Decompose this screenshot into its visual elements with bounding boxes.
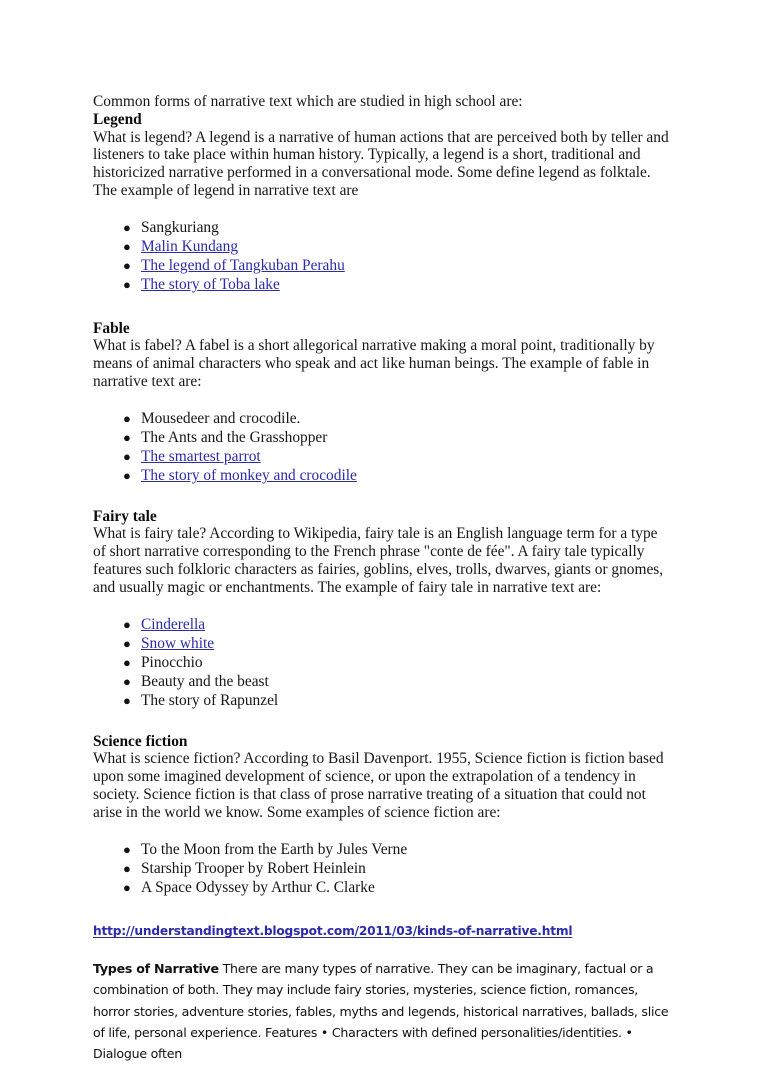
list-item	[93, 218, 673, 237]
spacer	[93, 897, 673, 922]
section-body-fable: What is fabel? A fabel is a short allegorical narrative making a moral point, traditionally by means of animal characters who speak and act like human beings. The example of fable in narrative text are:	[93, 337, 655, 390]
list-item-label: The story of Rapunzel	[141, 692, 279, 710]
bullet-icon: ●	[123, 654, 131, 670]
bullet-icon: ●	[123, 277, 131, 293]
list-item	[93, 672, 673, 691]
list-item	[93, 256, 673, 275]
section-fable	[93, 320, 673, 486]
section-heading-fairy-tale: Fairy tale	[93, 507, 157, 525]
intro-paragraph: Common forms of narrative text which are studied in high school are:	[93, 93, 523, 110]
spacer	[93, 391, 673, 409]
list-item	[93, 409, 673, 428]
list-item	[93, 878, 673, 897]
bullet-icon: ●	[123, 429, 131, 445]
list-item-label: Sangkuriang	[141, 218, 219, 236]
source-url-link[interactable]: http://understandingtext.blogspot.com/2011/03/kinds-of-narrative.html	[93, 924, 573, 939]
spacer	[93, 486, 673, 508]
source-url-row	[93, 922, 673, 940]
spacer	[93, 711, 673, 733]
list-fable	[93, 409, 673, 486]
spacer	[93, 597, 673, 615]
bullet-icon: ●	[123, 258, 131, 274]
section-heading-legend: Legend	[93, 110, 142, 128]
list-item-label: Beauty and the beast	[141, 673, 269, 691]
list-item-label: Mousedeer and crocodile.	[141, 409, 301, 427]
section-science-fiction	[93, 733, 673, 898]
section-body-fairy-tale: What is fairy tale? According to Wikipedia, fairy tale is an English language term for a type of short narrative corresponding to the French phrase "conte de fée". A fairy tale typically features such folkloric characters as fairies, goblins, elves, trolls, dwarves, giants or gnomes, and usually magic or enchantments. The example of fairy tale in narrative text are:	[93, 525, 664, 596]
list-item-link[interactable]: The smartest parrot	[141, 448, 261, 466]
section-body-legend: What is legend? A legend is a narrative of human actions that are perceived both by teller and listeners to take place within human history. Typically, a legend is a short, traditional and historicized narrative performed in a conversational mode. Some define legend as folktale. The example of legend in narrative text are	[93, 128, 669, 199]
list-item	[93, 447, 673, 466]
list-item	[93, 691, 673, 710]
bullet-icon: ●	[123, 468, 131, 484]
list-item	[93, 840, 673, 859]
list-item	[93, 237, 673, 256]
bullet-icon: ●	[123, 219, 131, 235]
list-item	[93, 275, 673, 294]
spacer	[93, 295, 673, 320]
bullet-icon: ●	[123, 238, 131, 254]
spacer	[93, 200, 673, 218]
list-item-label: A Space Odyssey by Arthur C. Clarke	[141, 878, 375, 896]
list-legend	[93, 218, 673, 295]
list-item-link[interactable]: Cinderella	[141, 615, 206, 633]
section-heading-fable: Fable	[93, 319, 130, 337]
spacer	[93, 822, 673, 840]
list-item-label: Starship Trooper by Robert Heinlein	[141, 859, 366, 877]
list-science-fiction	[93, 840, 673, 898]
bullet-icon: ●	[123, 674, 131, 690]
types-of-narrative-paragraph	[93, 958, 671, 1064]
section-body-science-fiction: What is science fiction? According to Basil Davenport. 1955, Science fiction is fiction based upon some imagined development of science, or upon the extrapolation of a tendency in society. Science fiction is that class of prose narrative treating of a situation that could not arise in the world we know. Some examples of science fiction are:	[93, 750, 664, 821]
section-heading-science-fiction: Science fiction	[93, 732, 188, 750]
bullet-icon: ●	[123, 635, 131, 651]
bullet-icon: ●	[123, 879, 131, 895]
section-fairy-tale	[93, 508, 673, 711]
types-of-narrative-text: There are many types of narrative. They can be imaginary, factual or a combination of both. They may include fairy stories, mysteries, science fiction, romances, horror stories, adventure stories, fables, myths and legends, historical narratives, ballads, slice of life, personal experience. Features • Characters with defined personalities/identities. • Dialogue often	[93, 961, 669, 1062]
bullet-icon: ●	[123, 616, 131, 632]
list-item-label: Pinocchio	[141, 653, 203, 671]
list-item-link[interactable]: The story of Toba lake	[141, 276, 280, 294]
bullet-icon: ●	[123, 410, 131, 426]
list-item	[93, 653, 673, 672]
list-item	[93, 615, 673, 634]
list-item	[93, 466, 673, 485]
list-item	[93, 428, 673, 447]
bullet-icon: ●	[123, 693, 131, 709]
bullet-icon: ●	[123, 860, 131, 876]
bullet-icon: ●	[123, 449, 131, 465]
list-item-link[interactable]: The story of monkey and crocodile	[141, 467, 357, 485]
section-legend	[93, 111, 673, 295]
list-item	[93, 859, 673, 878]
document-body	[93, 93, 673, 1065]
spacer	[93, 940, 673, 958]
list-item-label: The Ants and the Grasshopper	[141, 428, 328, 446]
list-item-link[interactable]: The legend of Tangkuban Perahu	[141, 257, 345, 275]
list-item-link[interactable]: Snow white	[141, 634, 215, 652]
list-item	[93, 634, 673, 653]
list-item-link[interactable]: Malin Kundang	[141, 237, 239, 255]
bullet-icon: ●	[123, 841, 131, 857]
list-item-label: To the Moon from the Earth by Jules Verne	[141, 840, 408, 858]
types-of-narrative-lead: Types of Narrative	[93, 961, 219, 977]
list-fairy-tale	[93, 615, 673, 711]
